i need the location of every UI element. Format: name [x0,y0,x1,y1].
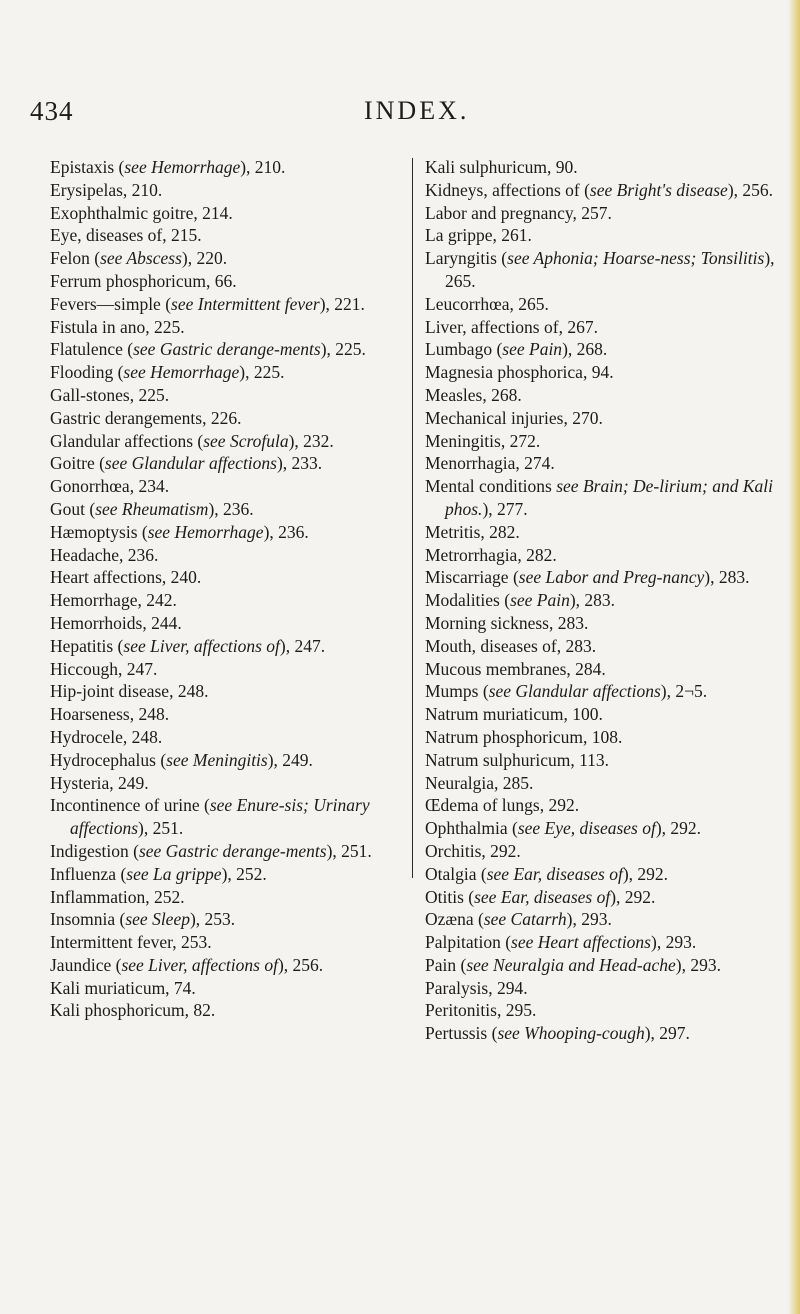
entry-text: Metrorrhagia, 282. [425,544,557,565]
entry-text: Hemorrhage, 242. [50,590,177,611]
index-entry [425,635,775,658]
entry-text: ), 293. [651,932,697,953]
index-entry [50,840,400,863]
entry-text: ), 292. [655,818,702,839]
index-entry [425,772,775,795]
column-divider [412,158,413,878]
entry-text: ), 283. [704,567,750,588]
entry-text: Œdema of lungs, 292. [425,795,580,816]
index-entry [425,521,775,544]
index-entry [50,703,400,726]
entry-text: ), 233. [276,453,323,474]
cross-reference: see Gastric derange-ments [133,339,321,360]
entry-text: Natrum sulphuricum, 113. [425,749,610,770]
cross-reference: see Ear, diseases of [486,863,623,884]
index-entry [425,224,775,247]
entry-text: Orchitis, 292. [425,840,521,861]
entry-text: Hiccough, 247. [50,658,158,679]
entry-text: ), 268. [562,339,608,360]
cross-reference: see Hemorrhage [124,157,241,177]
entry-text: Leucorrhœa, 265. [425,293,549,314]
cross-reference: see Aphonia; Hoarse-ness; Tonsilitis [507,248,765,269]
index-entry [50,179,400,202]
entry-text: Fevers—simple ( [50,293,172,314]
entry-text: ), 249. [267,749,313,770]
cross-reference: see Heart affections [511,932,651,953]
index-entry [50,202,400,225]
entry-text: Miscarriage ( [425,567,519,588]
index-column-right [425,156,779,1045]
index-entry [425,794,775,817]
entry-text: Gonorrhœa, 234. [50,476,170,497]
index-entry [425,430,775,453]
entry-text: ), 283. [569,590,616,611]
cross-reference: see Glandular affections [104,453,277,474]
index-entry [425,475,778,521]
entry-text: ), 292. [610,886,656,907]
entry-text: Mumps ( [425,681,489,702]
entry-text: Natrum muriaticum, 100. [425,704,603,725]
cross-reference: see Labor and Preg-nancy [518,567,705,588]
index-entry [425,179,775,202]
entry-text: Insomnia ( [50,909,126,930]
index-entry [50,658,400,681]
entry-text: ), 232. [288,430,334,451]
entry-text: Flooding ( [50,362,124,383]
entry-text: Meningitis, 272. [425,430,541,451]
entry-text: Gout ( [50,498,96,519]
index-entry [50,931,400,954]
entry-text: Influenza ( [50,863,127,884]
index-entry [50,452,400,475]
index-entry [50,589,400,612]
entry-text: Mechanical injuries, 270. [425,407,603,428]
page-header [0,96,800,136]
cross-reference: see La grippe [126,863,222,884]
cross-reference: see Sleep [125,909,190,930]
entry-text: Paralysis, 294. [425,977,528,998]
index-entry [50,475,400,498]
index-entry [425,544,775,567]
entry-text: Magnesia phosphorica, 94. [425,362,614,383]
cross-reference: see Eye, diseases of [517,818,656,839]
index-entry [425,407,775,430]
entry-text: Jaundice ( [50,954,122,975]
entry-text: Hysteria, 249. [50,772,149,793]
index-entry [425,886,775,909]
index-entry [425,863,775,886]
entry-text: Ozæna ( [425,909,484,930]
entry-text: Lumbago ( [425,339,503,360]
entry-text: Kidneys, affections of ( [425,179,590,200]
entry-text: ), 293. [675,954,721,975]
cross-reference: see Meningitis [166,749,268,770]
running-head: INDEX. [364,96,470,125]
entry-text: Pain ( [425,954,467,975]
index-entry [425,749,775,772]
index-entry [425,817,775,840]
entry-text: Menorrhagia, 274. [425,453,555,474]
cross-reference: see Whooping-cough [497,1023,645,1044]
page-edge [788,0,800,1314]
index-entry [425,361,775,384]
entry-text: Otalgia ( [425,863,487,884]
entry-text: ), 236. [208,498,254,519]
entry-text: ), 252. [221,863,267,884]
entry-text: Natrum phosphoricum, 108. [425,726,623,747]
index-entry [50,886,400,909]
index-entry [50,430,400,453]
entry-text: Hip-joint disease, 248. [50,681,209,702]
entry-text: Headache, 236. [50,544,159,565]
index-entry [425,931,775,954]
index-entry [425,612,775,635]
entry-text: Ferrum phosphoricum, 66. [50,270,237,291]
entry-text: Hoarseness, 248. [50,704,170,725]
index-entry [50,247,400,270]
index-entry [50,635,400,658]
entry-text: Kali muriaticum, 74. [50,977,196,998]
entry-text: Mucous membranes, 284. [425,658,606,679]
index-entry [50,749,400,772]
cross-reference: see Pain [510,590,570,611]
index-entry [425,726,775,749]
index-entry [425,1022,775,1045]
entry-text: Hepatitis ( [50,635,124,656]
index-entry [425,384,775,407]
index-entry [50,612,400,635]
cross-reference: see Hemorrhage [123,362,240,383]
cross-reference: see Enure-sis; Urinary affections [70,795,374,839]
index-column-left [50,156,400,1022]
index-entry [50,566,400,589]
entry-text: Kali sulphuricum, 90. [425,157,578,177]
entry-text: ), 293. [566,909,612,930]
cross-reference: see Rheumatism [95,498,209,519]
index-entry [425,452,775,475]
entry-text: ), 297. [644,1023,690,1044]
entry-text: Glandular affections ( [50,430,204,451]
entry-text: ), 221. [319,293,365,314]
entry-text: Hydrocephalus ( [50,749,167,770]
cross-reference: see Gastric derange-ments [138,840,327,861]
index-entry [425,202,775,225]
index-entry [425,703,775,726]
index-entry [425,156,775,179]
entry-text: ), 225. [239,362,285,383]
index-entry [50,680,400,703]
entry-text: ), 2¬5. [660,681,708,702]
entry-text: Eye, diseases of, 215. [50,225,202,246]
cross-reference: see Liver, affections of [123,635,280,656]
entry-text: Indigestion ( [50,840,139,861]
entry-text: Hæmoptysis ( [50,521,148,542]
cross-reference: see Abscess [100,248,182,269]
entry-text: Incontinence of urine ( [50,795,210,816]
cross-reference: see Intermittent fever [171,293,320,314]
entry-text: Ophthalmia ( [425,818,518,839]
index-entry [425,316,775,339]
index-entry [425,954,775,977]
index-entry [50,384,400,407]
index-entry [50,794,400,840]
index-entry [425,338,775,361]
cross-reference: see Glandular affections [488,681,661,702]
cross-reference: see Neuralgia and Head-ache [466,954,676,975]
entry-text: ), 251. [138,818,184,839]
entry-text: ), 253. [189,909,236,930]
index-entry [50,361,400,384]
entry-text: ), 210. [240,157,286,177]
entry-text: Otitis ( [425,886,475,907]
page-number: 434 [30,96,74,126]
entry-text: Gastric derangements, 226. [50,407,242,428]
entry-text: Hydrocele, 248. [50,726,163,747]
entry-text: Felon ( [50,248,101,269]
cross-reference: see Liver, affections of [121,954,278,975]
cross-reference: see Brain; De-lirium; and Kali phos. [445,476,778,519]
index-entry [50,293,400,316]
entry-text: Heart affections, 240. [50,567,202,588]
entry-text: ), 251. [326,840,372,861]
entry-text: Epistaxis ( [50,157,125,177]
cross-reference: see Bright's disease [589,179,728,200]
entry-text: Inflammation, 252. [50,886,185,907]
index-entry [50,270,400,293]
cross-reference: see Scrofula [203,430,289,451]
entry-text: Morning sickness, 283. [425,612,589,633]
entry-text: ), 256. [277,954,324,975]
entry-text: Goitre ( [50,453,105,474]
entry-text: Labor and pregnancy, 257. [425,202,612,223]
entry-text: ), 256. [727,179,774,200]
entry-text: ), 292. [622,863,669,884]
index-entry [425,589,775,612]
entry-text: Flatulence ( [50,339,134,360]
entry-text: Gall-stones, 225. [50,384,170,405]
entry-text: Intermittent fever, 253. [50,932,212,953]
entry-text: Metritis, 282. [425,521,520,542]
entry-text: ), 277. [482,498,528,519]
index-entry [425,977,775,1000]
index-entry [50,772,400,795]
index-entry [425,908,775,931]
entry-text: Liver, affections of, 267. [425,316,598,337]
entry-text: Laryngitis ( [425,248,508,269]
index-entry [50,224,400,247]
entry-text: Mental conditions [425,476,557,497]
index-entry [425,680,775,703]
index-entry [50,521,400,544]
entry-text: Modalities ( [425,590,511,611]
cross-reference: see Ear, diseases of [474,886,611,907]
entry-text: Measles, 268. [425,384,522,405]
entry-text: Neuralgia, 285. [425,772,534,793]
index-entry [425,999,775,1022]
cross-reference: see Hemorrhage [147,521,264,542]
index-entry [50,863,400,886]
entry-text: Fistula in ano, 225. [50,316,185,337]
entry-text: Exophthalmic goitre, 214. [50,202,233,223]
entry-text: Kali phosphoricum, 82. [50,1000,216,1021]
index-entry [50,726,400,749]
entry-text: Hemorrhoids, 244. [50,612,182,633]
entry-text: Mouth, diseases of, 283. [425,635,597,656]
entry-text: ), 236. [263,521,309,542]
index-entry [50,544,400,567]
entry-text: La grippe, 261. [425,225,532,246]
index-entry [425,247,779,293]
index-entry [50,999,400,1022]
entry-text: ), 265. [445,248,779,291]
entry-text: Palpitation ( [425,932,512,953]
index-entry [50,338,400,361]
entry-text: Erysipelas, 210. [50,179,163,200]
index-entry [425,840,775,863]
index-entry [425,658,775,681]
index-entry [50,498,400,521]
entry-text: Peritonitis, 295. [425,1000,537,1021]
index-entry [50,316,400,339]
index-entry [50,156,400,179]
entry-text: Pertussis ( [425,1023,498,1044]
index-entry [50,908,400,931]
index-entry [425,566,775,589]
entry-text: ), 247. [279,635,326,656]
entry-text: ), 220. [181,248,228,269]
index-entry [50,954,400,977]
index-entry [50,407,400,430]
index-entry [425,293,775,316]
index-entry [50,977,400,1000]
cross-reference: see Pain [502,339,563,360]
cross-reference: see Catarrh [483,909,567,930]
entry-text: ), 225. [320,339,366,360]
